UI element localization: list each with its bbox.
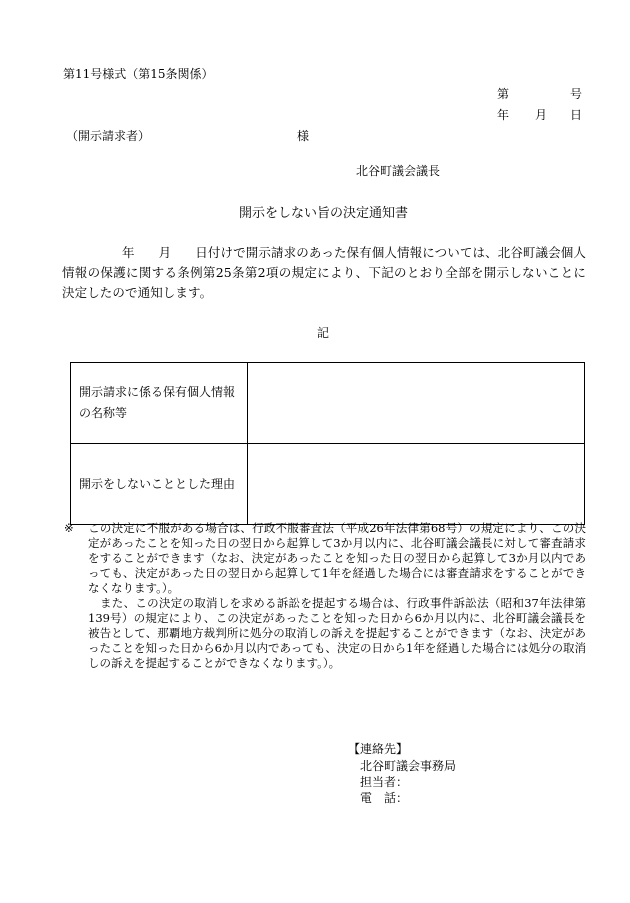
note-mark: ※ [64, 521, 74, 535]
contact-heading: 【連絡先】 [348, 742, 409, 756]
body-paragraph [62, 243, 586, 303]
sender-name: 北谷町議会議長 [356, 164, 441, 178]
table-value-info-name [248, 363, 585, 444]
table-label-reason: 開示をしないこととした理由 [71, 444, 248, 525]
table-value-reason [248, 444, 585, 525]
form-number: 第11号様式（第15条関係） [63, 67, 214, 81]
document-title: 開示をしない旨の決定通知書 [239, 206, 409, 221]
note-paragraph-1: ※ この決定に不服がある場合は、行政不服審査法（平成26年法律第68号）の規定により、この決定があったことを知った日の翌日から起算して3か月以内に、北谷町議会議長に対して審査請求をすることができます（なお、決定があったことを知った日の翌日から起算して3か月以内であっても、決定があった日の翌日から起算して1年を経過した場合には審査請求をすることができなくなります。）。 [64, 521, 586, 595]
ki-heading: 記 [317, 326, 330, 340]
recipient-label: （開示請求者） [66, 129, 151, 143]
body-month: 月 [158, 245, 172, 260]
table-row [71, 363, 585, 444]
recipient-honorific: 様 [297, 129, 310, 143]
number-prefix: 第 [497, 87, 510, 101]
number-suffix: 号 [570, 87, 583, 101]
contact-phone-label: 電 話： [360, 791, 409, 805]
body-year: 年 [122, 245, 135, 260]
date-year: 年 [497, 108, 510, 122]
date-month: 月 [535, 108, 548, 122]
table-label-info-name: 開示請求に係る保有個人情報の名称等 [71, 363, 248, 444]
date-day: 日 [570, 108, 583, 122]
contact-person-label: 担当者： [360, 775, 409, 789]
contact-office: 北谷町議会事務局 [360, 759, 457, 773]
info-table [70, 362, 585, 525]
body-text: 日付けで開示請求のあった保有個人情報については、北谷町議会個人情報の保護に関する条例第25条第2項の規定により、下記のとおり全部を開示しないことに決定したので通知します。 [62, 245, 586, 300]
table-row [71, 444, 585, 525]
note-paragraph-2: また、この決定の取消しを求める訴訟を提起する場合は、行政事件訴訟法（昭和37年法律第139号）の規定により、この決定があったことを知った日から6か月以内に、北谷町議会議長を被告として、那覇地方裁判所に処分の取消しの訴えを提起することができます（なお、決定があったことを知った日から6か月以内であっても、決定の日から1年を経過した場合には処分の取消しの訴えを提起することができなくなります。）。 [88, 596, 586, 670]
notes-section [64, 521, 586, 671]
